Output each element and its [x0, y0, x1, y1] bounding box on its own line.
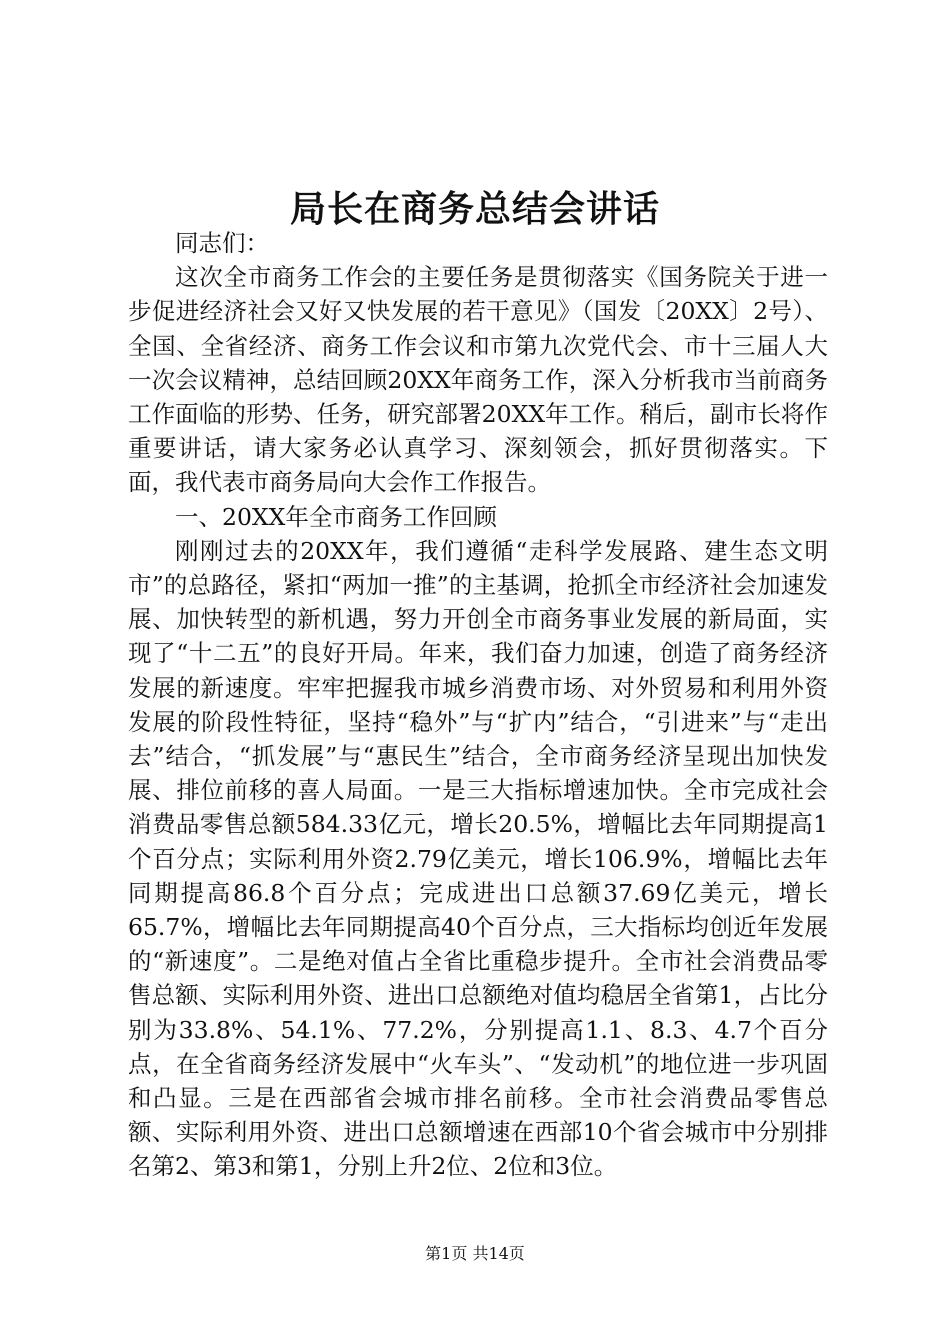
- document-title: 局长在商务总结会讲话: [289, 188, 660, 230]
- paragraph-intro: 这次全市商务工作会的主要任务是贯彻落实《国务院关于进一步促进经济社会又好又快发展的若干意见》（国发〔20XX〕2号）、全国、全省经济、商务工作会议和市第九次党代会、市十三届人大一次会议精神，总结回顾20XX年商务工作，深入分析我市当前商务工作面临的形势、任务，研究部署20XX年工作。稍后，副市长将作重要讲话，请大家务必认真学习、深刻领会，抓好贯彻落实。下面，我代表市商务局向大会作工作报告。: [128, 263, 828, 497]
- paragraph-review: 刚刚过去的20XX年，我们遵循“走科学发展路、建生态文明市”的总路径，紧扣“两加一推”的主基调，抢抓全市经济社会加速发展、加快转型的新机遇，努力开创全市商务事业发展的新局面，实现了“十二五”的良好开局。年来，我们奋力加速，创造了商务经济发展的新速度。牢牢把握我市城乡消费市场、对外贸易和利用外资发展的阶段性特征，坚持“稳外”与“扩内”结合，“引进来”与“走出去”结合，“抓发展”与“惠民生”结合，全市商务经济呈现出加快发展、排位前移的喜人局面。一是三大指标增速加快。全市完成社会消费品零售总额584.33亿元，增长20.5%，增幅比去年同期提高1个百分点；实际利用外资2.79亿美元，增长106.9%，增幅比去年同期提高86.8个百分点；完成进出口总额37.69亿美元，增长65.7%，增幅比去年同期提高40个百分点，三大指标均创近年发展的“新速度”。二是绝对值占全省比重稳步提升。全市社会消费品零售总额、实际利用外资、进出口总额绝对值均稳居全省第1，占比分别为33.8%、54.1%、77.2%，分别提高1.1、8.3、4.7个百分点，在全省商务经济发展中“火车头”、“发动机”的地位进一步巩固和凸显。三是在西部省会城市排名前移。全市社会消费品零售总额、实际利用外资、进出口总额增速在西部10个省会城市中分别排名第2、第3和第1，分别上升2位、2位和3位。: [128, 536, 828, 1181]
- salutation: 同志们：: [175, 229, 269, 257]
- section-heading: 一、20XX年全市商务工作回顾: [175, 502, 497, 531]
- document-body: [128, 226, 828, 1184]
- page-number-footer: 第1页 共14页: [425, 1244, 525, 1263]
